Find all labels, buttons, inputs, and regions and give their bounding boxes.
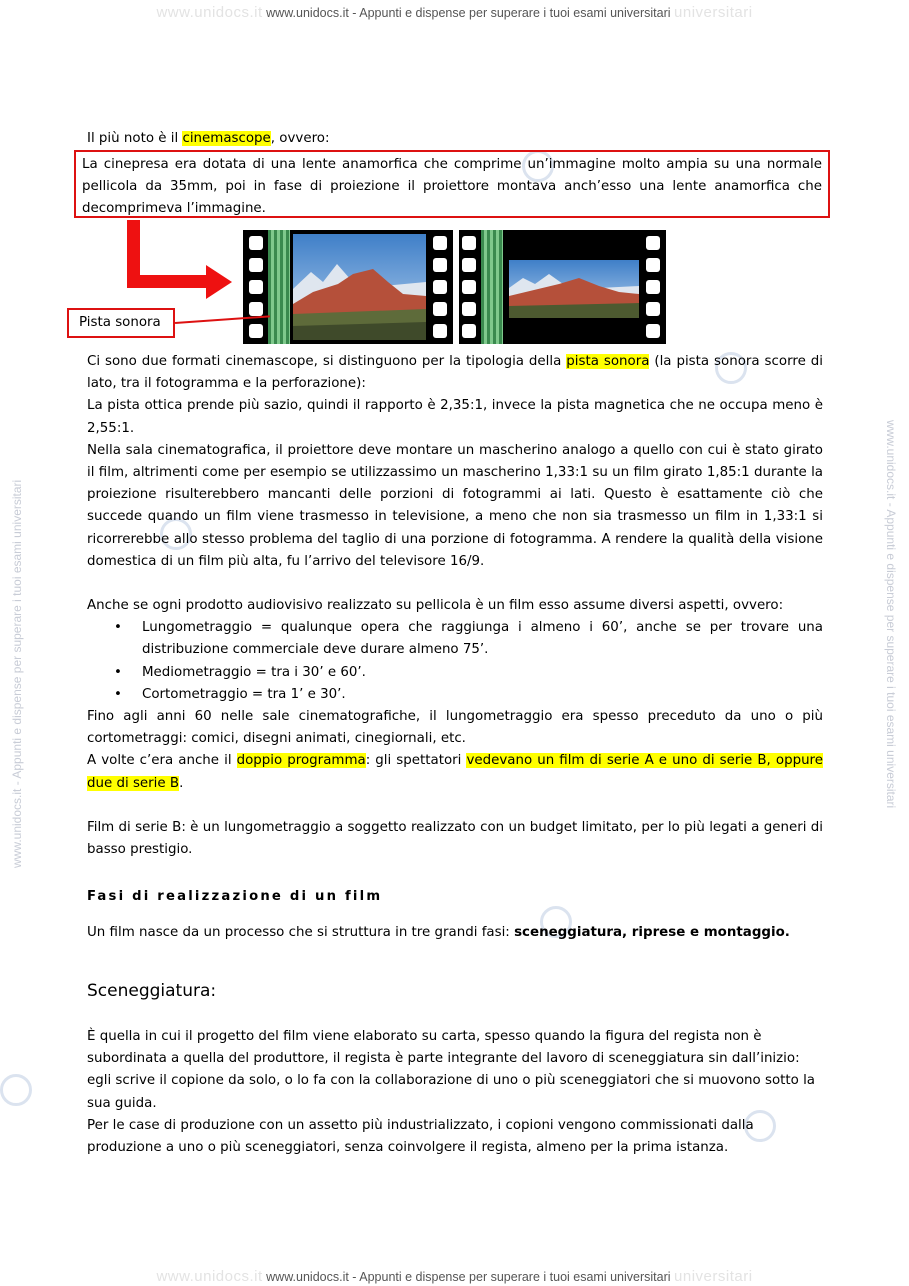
paragraph-screenplay: È quella in cui il progetto del film viene elaborato su carta, spesso quando la figura del regista non è subordinata a quella del produttore, il regista è parte integrante del lavoro di sceneggiatura sin dall’inizio: egli scrive il copione da solo, o lo fa con la collaborazione di uno o più sceneggiatori che si muovono sotto la sua guida. bbox=[87, 1029, 816, 1111]
paragraph-formats bbox=[87, 351, 823, 395]
intro-after: , ovvero: bbox=[270, 131, 330, 146]
para1-text: Ci sono due formati cinemascope, si distinguono per la tipologia della bbox=[87, 354, 567, 369]
para6-text: A volte c’era anche il bbox=[87, 753, 237, 769]
list-item: • Lungometraggio = qualunque opera che raggiunga i almeno i 60’, anche se per trovare una distribuzione commerciale deve durare almeno 75’. bbox=[87, 617, 823, 661]
para1-text-after: (la pista sonora scorre di lato, tra il fotogramma e la perforazione): bbox=[87, 354, 823, 392]
watermark-footer bbox=[0, 1268, 909, 1285]
film-duration-list bbox=[87, 617, 823, 706]
red-arrow-shaft-horizontal bbox=[127, 275, 207, 288]
watermark-ghost-left-footer: www.unidocs.it bbox=[156, 1268, 263, 1285]
main-text bbox=[87, 351, 823, 861]
watermark-side-left: www.unidocs.it - Appunti e dispense per superare i tuoi esami universitari bbox=[10, 479, 24, 868]
desert-landscape-photo bbox=[293, 234, 426, 340]
unidocs-logo-watermark bbox=[0, 1074, 32, 1106]
intro-before: Il più noto è il bbox=[87, 131, 183, 146]
heading-sceneggiatura: Sceneggiatura: bbox=[87, 981, 217, 1001]
pista-sonora-highlight: pista sonora bbox=[566, 354, 650, 369]
paragraph-ratios: La pista ottica prende più sazio, quindi il rapporto è 2,35:1, invece la pista magnetica che ne occupa meno è 2,55:1. bbox=[87, 398, 823, 436]
paragraph-phases bbox=[87, 922, 823, 944]
desert-landscape-photo-cropped bbox=[509, 260, 639, 318]
paragraph-history: Fino agli anni 60 nelle sale cinematografiche, il lungometraggio era spesso preceduto da uno o più cortometraggi: comici, disegni animati, cinegiornali, etc. bbox=[87, 709, 823, 747]
paragraph-film-types: Anche se ogni prodotto audiovisivo realizzato su pellicola è un film esso assume diversi aspetti, ovvero: bbox=[87, 598, 784, 614]
watermark-header bbox=[0, 4, 909, 21]
paragraph-production: Per le case di produzione con un assetto più industrializzato, i copioni vengono commissionati dalla produzione a uno o più sceneggiatori, senza coinvolgere il regista, almeno per la prima istanza. bbox=[87, 1117, 754, 1156]
red-arrow-head bbox=[206, 265, 232, 299]
section-sceneggiatura-body bbox=[87, 1026, 823, 1159]
paragraph-double-feature bbox=[87, 750, 823, 794]
para6-after: . bbox=[179, 775, 184, 791]
watermark-ghost-left: www.unidocs.it bbox=[156, 4, 263, 21]
cinemascope-highlight: cinemascope bbox=[182, 131, 271, 146]
blank-line bbox=[87, 573, 823, 595]
section-fasi-body bbox=[87, 922, 823, 944]
para8-text: Un film nasce da un processo che si struttura in tre grandi fasi: bbox=[87, 925, 515, 940]
pista-sonora-label: Pista sonora bbox=[67, 308, 175, 338]
para6-middle: : gli spettatori bbox=[365, 753, 467, 769]
watermark-header-text: www.unidocs.it - Appunti e dispense per superare i tuoi esami universitari bbox=[266, 6, 671, 20]
serie-highlight: vedevano un film di serie A e uno di serie B, oppure due di serie B bbox=[87, 753, 824, 791]
doppio-programma-highlight: doppio programma bbox=[236, 753, 366, 769]
section-fasi bbox=[87, 886, 823, 908]
watermark-side-right: www.unidocs.it - Appunti e dispense per superare i tuoi esami universitari bbox=[884, 420, 898, 809]
list-item: • Cortometraggio = tra 1’ e 30’. bbox=[87, 684, 823, 706]
paragraph-serie-b: Film di serie B: è un lungometraggio a soggetto realizzato con un budget limitato, per lo più legati a generi di basso prestigio. bbox=[87, 819, 823, 858]
blank-line bbox=[87, 795, 823, 817]
watermark-ghost-right: universitari bbox=[674, 4, 753, 21]
section-sceneggiatura bbox=[87, 980, 823, 1002]
heading-fasi: Fasi di realizzazione di un film bbox=[87, 889, 383, 904]
filmstrip-image-anamorphic bbox=[243, 230, 453, 344]
watermark-ghost-right-footer: universitari bbox=[674, 1268, 753, 1285]
paragraph-projection: Nella sala cinematografica, il proiettore deve montare un mascherino analogo a quello con cui è stato girato il film, altrimenti come per esempio se utilizzassimo un mascherino 1,33:1 su un film girato 1,85:1 durante la proiezione risulterebbero mancanti delle porzioni di fotogrammi ai lati. Questo è esattamente ciò che succede quando un film viene trasmesso in televisione, a meno che non sia trasmesso un film in 1,33:1 si ricorrerebbe allo stesso problema del taglio di una porzione di fotogramma. A rendere la qualità della visione domestica di un film più alta, fu l’arrivo del televisore 16/9. bbox=[87, 442, 823, 569]
filmstrip-image-widescreen bbox=[459, 230, 666, 344]
document-body bbox=[87, 128, 823, 150]
definition-box: La cinepresa era dotata di una lente anamorfica che comprime un’immagine molto ampia su una normale pellicola da 35mm, poi in fase di proiezione il proiettore montava anch’esso una lente anamorfica che decomprimeva l’immagine. bbox=[74, 150, 830, 218]
phases-bold: sceneggiatura, riprese e montaggio. bbox=[514, 925, 790, 940]
intro-line bbox=[87, 128, 823, 150]
watermark-footer-text: www.unidocs.it - Appunti e dispense per superare i tuoi esami universitari bbox=[266, 1270, 671, 1284]
list-item: • Mediometraggio = tra i 30’ e 60’. bbox=[87, 662, 823, 684]
